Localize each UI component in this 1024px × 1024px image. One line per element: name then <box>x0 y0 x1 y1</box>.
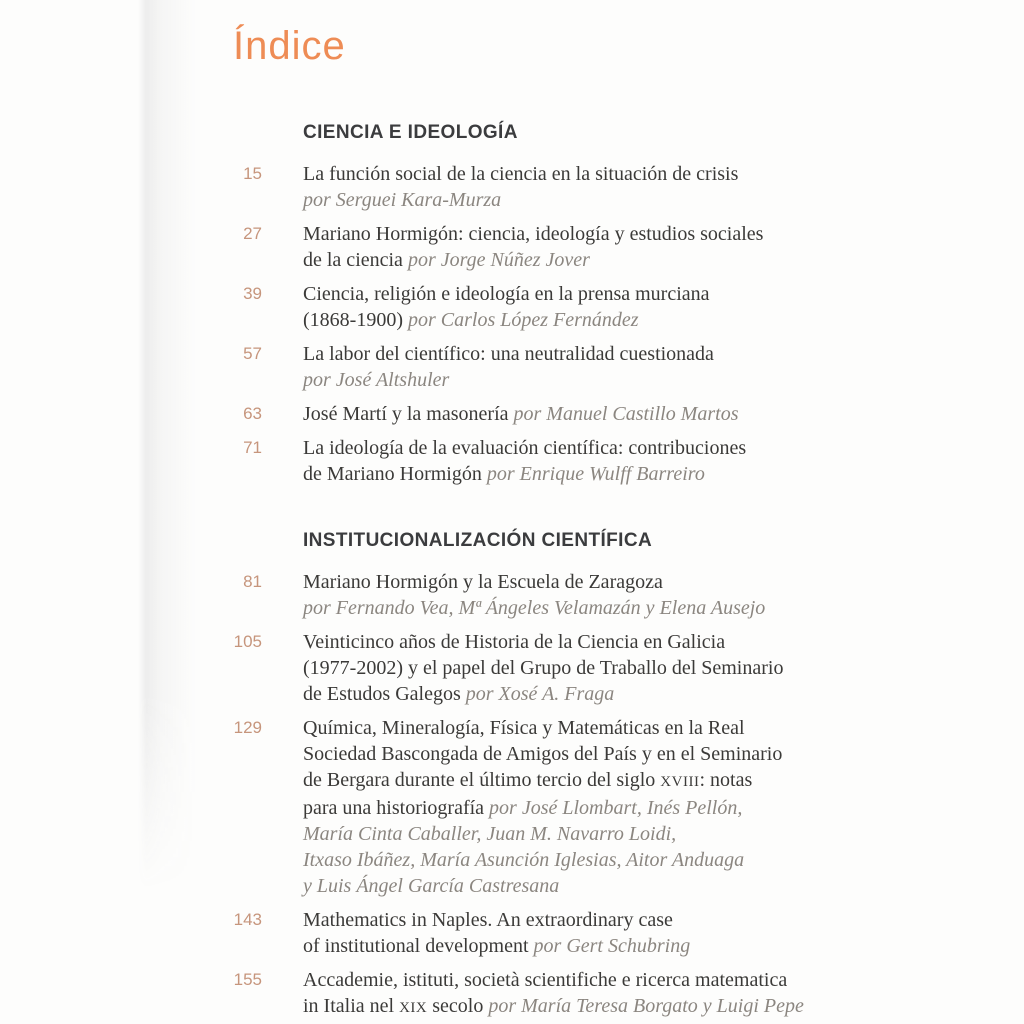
entry-text <box>303 715 782 899</box>
entry-page-number: 155 <box>233 970 262 989</box>
entry-line <box>303 907 690 933</box>
entry-line <box>303 221 763 247</box>
entry-author-segment: por Fernando Vea, Mª Ángeles Velamazán y Elena Ausejo <box>303 597 766 619</box>
entry-page-number: 39 <box>243 284 262 303</box>
entry-author-segment: y Luis Ángel García Castresana <box>303 875 560 897</box>
entry-title-segment: Mariano Hormigón: ciencia, ideología y estudios sociales <box>303 223 764 245</box>
entry-title-segment: Mariano Hormigón y la Escuela de Zaragoza <box>303 571 663 593</box>
entry-author-segment: por Gert Schubring <box>533 935 691 957</box>
toc-entry <box>0 569 1024 621</box>
entry-author-segment: por Enrique Wulff Barreiro <box>486 463 705 485</box>
entry-title-segment: in Italia nel <box>303 995 400 1017</box>
entry-text <box>303 569 765 621</box>
entry-title-segment: of institutional development <box>303 935 534 957</box>
entry-text <box>303 401 739 427</box>
entry-line <box>303 873 782 899</box>
entry-text <box>303 435 746 487</box>
entry-title-segment: Veinticinco años de Historia de la Ciencia en Galicia <box>303 631 726 653</box>
entry-title-segment: de la ciencia <box>303 249 408 271</box>
section-heading: INSTITUCIONALIZACIÓN CIENTÍFICA <box>303 530 653 551</box>
page-title: Índice <box>233 24 346 68</box>
entry-title-segment: de Estudos Galegos <box>303 683 466 705</box>
entry-line <box>303 847 782 873</box>
entry-page-number: 15 <box>243 164 262 183</box>
toc-section <box>0 529 1024 1021</box>
entry-author-segment: por Serguei Kara-Murza <box>303 189 502 211</box>
entry-title-segment: La ideología de la evaluación científica: contribuciones <box>303 437 747 459</box>
section-heading: CIENCIA E IDEOLOGÍA <box>303 122 518 143</box>
entry-page-number: 27 <box>243 224 262 243</box>
toc-entry <box>0 967 1024 1021</box>
entry-title-segment: de Bergara durante el último tercio del siglo <box>303 769 661 791</box>
entry-page-number: 81 <box>243 572 262 591</box>
entry-line <box>303 993 804 1021</box>
entry-line <box>303 629 783 655</box>
entry-author-segment: por Jorge Núñez Jover <box>407 249 590 271</box>
entry-author-segment: por Manuel Castillo Martos <box>513 403 739 425</box>
entry-page-number: 63 <box>243 404 262 423</box>
entry-page-number: 71 <box>243 438 262 457</box>
entry-line <box>303 569 765 595</box>
entry-line <box>303 367 714 393</box>
entry-smallcaps-segment: XVIII <box>660 774 700 790</box>
table-of-contents <box>0 121 1024 1021</box>
entry-line <box>303 795 782 821</box>
entry-title-segment: Mathematics in Naples. An extraordinary case <box>303 909 673 931</box>
entry-title-segment: de Mariano Hormigón <box>303 463 487 485</box>
toc-entry <box>0 629 1024 707</box>
toc-entry <box>0 401 1024 427</box>
toc-section <box>0 121 1024 487</box>
toc-entry <box>0 221 1024 273</box>
toc-entry <box>0 161 1024 213</box>
entry-text <box>303 341 714 393</box>
entry-text <box>303 629 783 707</box>
entry-page-number: 105 <box>233 632 262 651</box>
entry-smallcaps-segment: XIX <box>399 1000 428 1016</box>
entry-line <box>303 401 739 427</box>
entry-title-segment: (1977-2002) y el papel del Grupo de Traballo del Seminario <box>303 657 784 679</box>
entry-line <box>303 161 738 187</box>
entry-title-segment: Accademie, istituti, società scientifiche e ricerca matematica <box>303 969 788 991</box>
entry-author-segment: por Xosé A. Fraga <box>465 683 615 705</box>
entry-text <box>303 161 738 213</box>
entry-text <box>303 281 710 333</box>
entry-text <box>303 907 690 959</box>
entry-line <box>303 461 746 487</box>
entry-author-segment: María Cinta Caballer, Juan M. Navarro Loidi, <box>303 823 677 845</box>
entry-page-number: 143 <box>233 910 262 929</box>
toc-entry <box>0 907 1024 959</box>
entry-title-segment: : notas <box>699 769 753 791</box>
entry-title-segment: Ciencia, religión e ideología en la prensa murciana <box>303 283 710 305</box>
entry-line <box>303 821 782 847</box>
entry-author-segment: Itxaso Ibáñez, María Asunción Iglesias, Aitor Anduaga <box>303 849 745 871</box>
entry-line <box>303 341 714 367</box>
toc-entry <box>0 715 1024 899</box>
entry-line <box>303 655 783 681</box>
toc-entry <box>0 341 1024 393</box>
entry-title-segment: José Martí y la masonería <box>303 403 514 425</box>
entry-author-segment: por José Altshuler <box>303 369 450 391</box>
entry-line <box>303 247 763 273</box>
entry-author-segment: por María Teresa Borgato y Luigi Pepe <box>488 995 804 1017</box>
entry-text <box>303 221 763 273</box>
entry-line <box>303 307 710 333</box>
entry-page-number: 129 <box>233 718 262 737</box>
entry-page-number: 57 <box>243 344 262 363</box>
toc-entry <box>0 281 1024 333</box>
entry-author-segment: por José Llombart, Inés Pellón, <box>489 797 743 819</box>
entry-line <box>303 595 765 621</box>
entry-line <box>303 681 783 707</box>
entry-line <box>303 715 782 741</box>
entry-title-segment: Química, Mineralogía, Física y Matemáticas en la Real <box>303 717 745 739</box>
entry-author-segment: por Carlos López Fernández <box>407 309 639 331</box>
entry-line <box>303 187 738 213</box>
entry-line <box>303 967 804 993</box>
entry-line <box>303 741 782 767</box>
entry-line <box>303 933 690 959</box>
entry-line <box>303 767 782 795</box>
entry-title-segment: Sociedad Bascongada de Amigos del País y en el Seminario <box>303 743 783 765</box>
toc-entry <box>0 435 1024 487</box>
entry-title-segment: (1868-1900) <box>303 309 408 331</box>
entry-title-segment: La labor del científico: una neutralidad cuestionada <box>303 343 714 365</box>
entry-line <box>303 281 710 307</box>
entry-title-segment: La función social de la ciencia en la situación de crisis <box>303 163 739 185</box>
entry-title-segment: secolo <box>427 995 489 1017</box>
entry-text <box>303 967 804 1021</box>
entry-line <box>303 435 746 461</box>
entry-title-segment: para una historiografía <box>303 797 490 819</box>
